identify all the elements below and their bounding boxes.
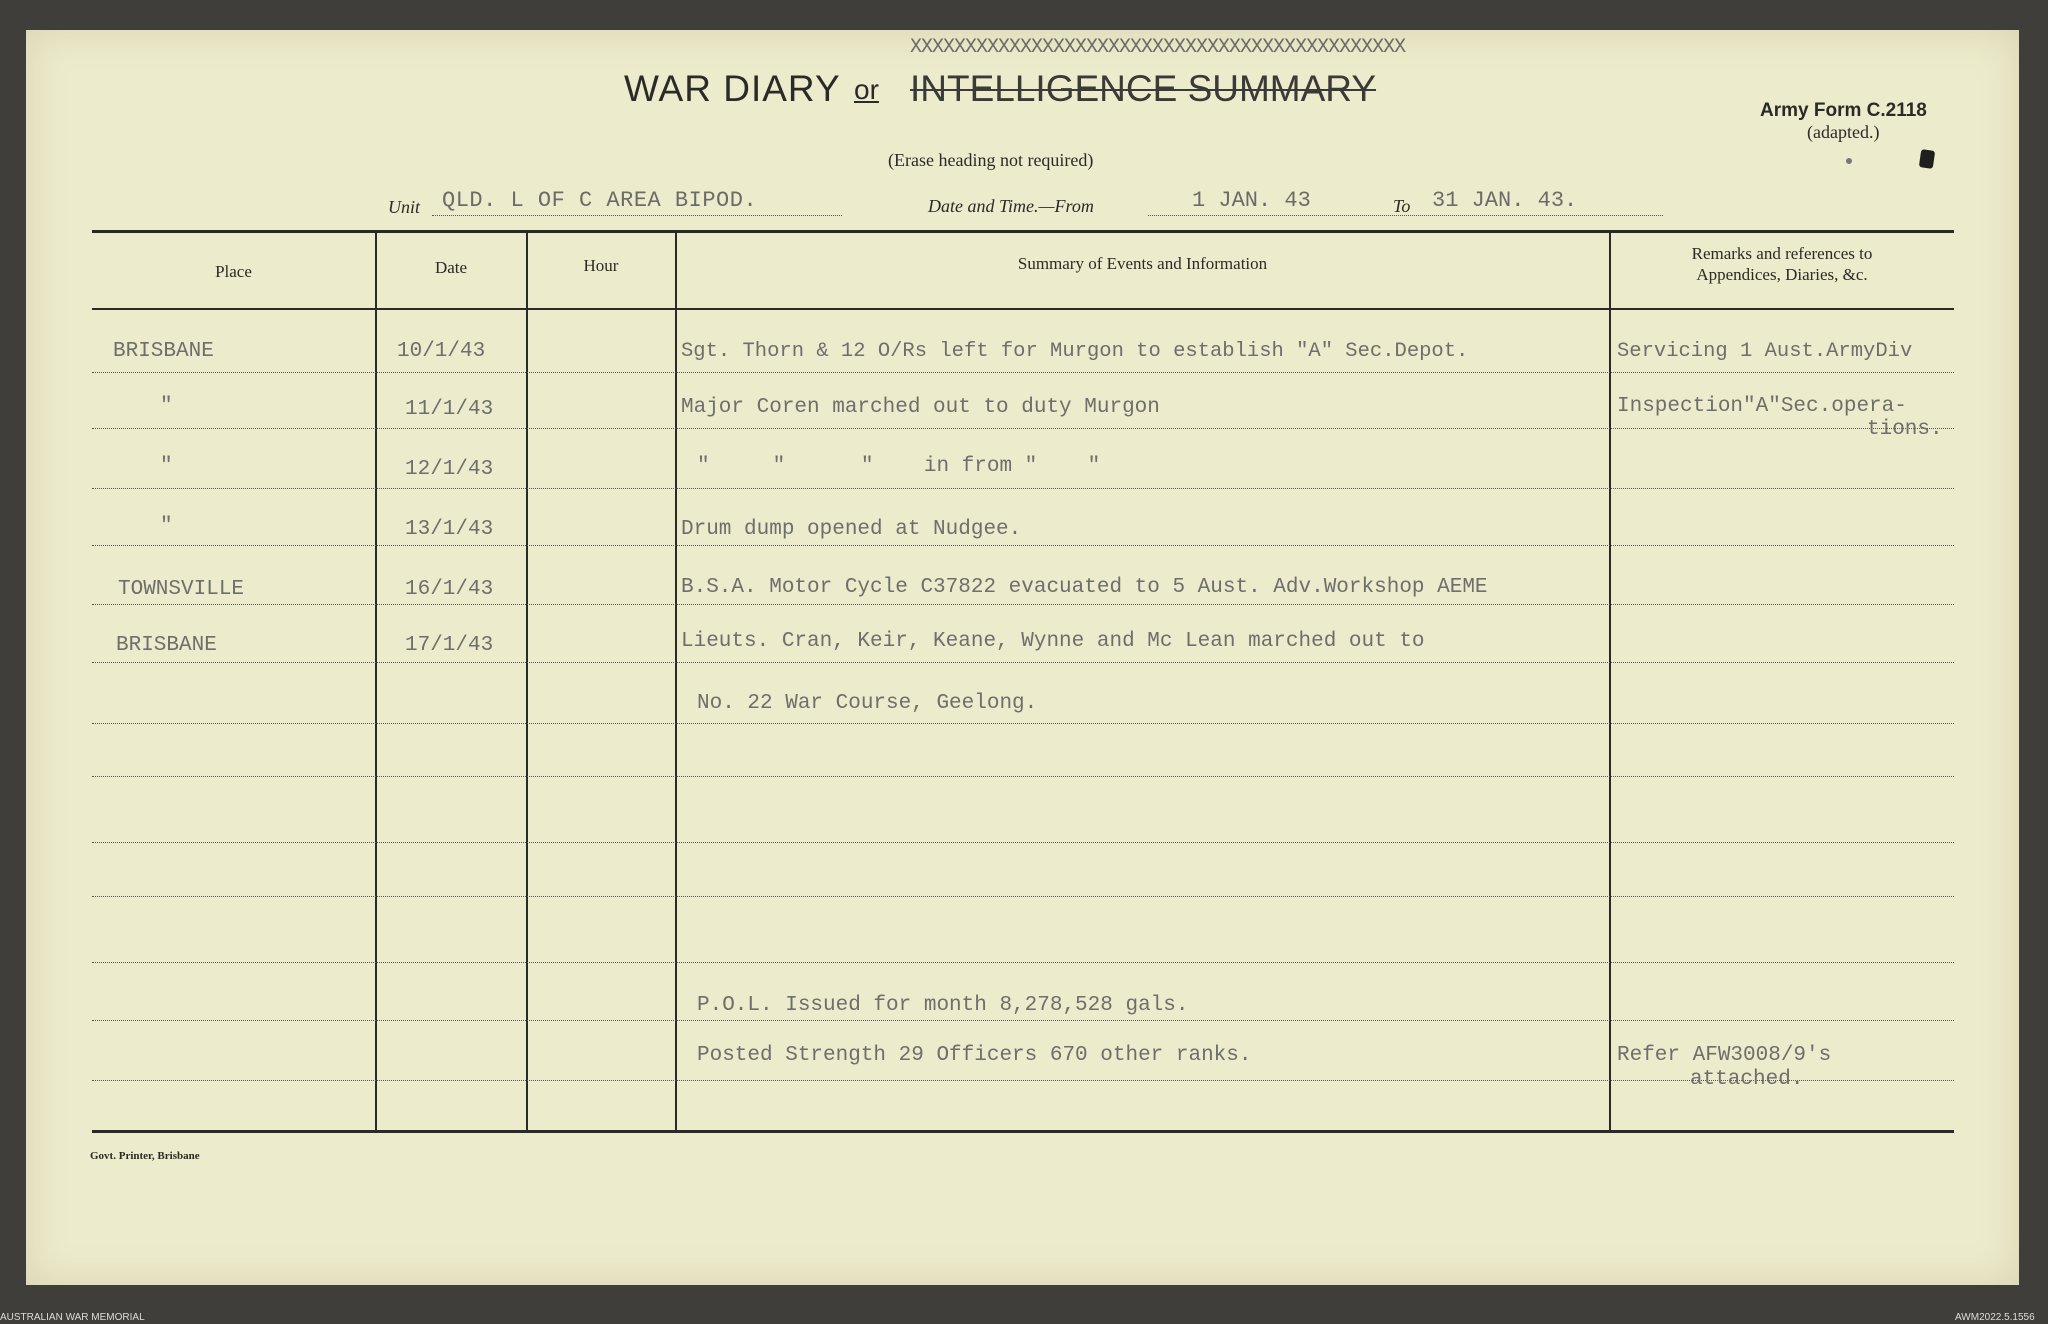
row-place: " [160, 395, 173, 418]
printer-imprint: Govt. Printer, Brisbane [90, 1150, 200, 1162]
table-header-rule [92, 308, 1954, 310]
row-rule [92, 428, 1954, 429]
row-place: " [160, 515, 173, 538]
column-divider [375, 232, 377, 1130]
row-place: TOWNSVILLE [118, 578, 245, 601]
row-date: 11/1/43 [405, 398, 494, 421]
row-date: 10/1/43 [397, 340, 486, 363]
row-summary: No. 22 War Course, Geelong. [697, 692, 1038, 715]
row-rule [92, 662, 1954, 663]
column-divider [675, 232, 677, 1130]
row-rule [92, 372, 1954, 373]
row-rule [92, 488, 1954, 489]
from-date: 1 JAN. 43 [1192, 188, 1311, 213]
row-rule [92, 723, 1954, 724]
refer-entry: Refer AFW3008/9's [1617, 1044, 1832, 1067]
unit-value: QLD. L OF C AREA BIPOD. [442, 188, 758, 213]
erased-heading-marks: XXXXXXXXXXXXXXXXXXXXXXXXXXXXXXXXXXXXXXXXXXXXX [910, 36, 1406, 59]
col-header-place: Place [215, 262, 252, 281]
row-rule [92, 545, 1954, 546]
unit-label: Unit [388, 197, 421, 217]
archive-credit: AUSTRALIAN WAR MEMORIAL [0, 1312, 145, 1323]
row-date: 16/1/43 [405, 578, 494, 601]
diary-sheet [26, 30, 2019, 1285]
to-date: 31 JAN. 43. [1432, 188, 1578, 213]
col-header-date: Date [434, 258, 468, 277]
col-header-hour: Hour [583, 256, 619, 275]
row-summary: " " " in from " " [697, 455, 1101, 478]
row-rule [92, 1020, 1954, 1021]
row-rule [92, 776, 1954, 777]
row-date: 17/1/43 [405, 634, 494, 657]
form-number: Army Form C.2118 [1760, 100, 1927, 121]
row-remarks: Servicing 1 Aust.ArmyDiv [1617, 340, 1913, 363]
row-summary: Lieuts. Cran, Keir, Keane, Wynne and Mc Lean marched out to [681, 630, 1425, 653]
column-divider [1609, 232, 1611, 1130]
pol-entry: P.O.L. Issued for month 8,278,528 gals. [697, 994, 1189, 1017]
row-summary: B.S.A. Motor Cycle C37822 evacuated to 5 Aust. Adv.Workshop AEME [681, 576, 1488, 599]
row-rule [92, 842, 1954, 843]
table-bottom-rule [92, 1130, 1954, 1133]
row-remarks: Inspection"A"Sec.opera- [1617, 395, 1907, 418]
col-header-remarks-2: Appendices, Diaries, &c. [1696, 265, 1868, 284]
row-remarks-cont: tions. [1867, 418, 1943, 441]
form-number-sub: (adapted.) [1807, 122, 1880, 142]
strength-entry: Posted Strength 29 Officers 670 other ranks. [697, 1044, 1252, 1067]
row-rule [92, 1080, 1954, 1081]
row-place: BRISBANE [113, 340, 214, 363]
struck-heading: INTELLIGENCE SUMMARY [910, 68, 1377, 109]
table-top-rule [92, 230, 1954, 233]
row-rule [92, 896, 1954, 897]
row-summary: Drum dump opened at Nudgee. [681, 518, 1022, 541]
row-summary: Major Coren marched out to duty Murgon [681, 396, 1160, 419]
row-date: 12/1/43 [405, 458, 494, 481]
erase-note: (Erase heading not required) [888, 150, 1094, 170]
title-or: or [854, 74, 879, 105]
col-header-remarks-1: Remarks and references to [1691, 244, 1873, 263]
row-rule [92, 962, 1954, 963]
col-header-summary: Summary of Events and Information [1017, 254, 1268, 273]
row-place: BRISBANE [116, 634, 217, 657]
unit-underline [432, 215, 842, 216]
page-title: WAR DIARY [624, 68, 841, 109]
date-underline [1148, 215, 1663, 216]
row-date: 13/1/43 [405, 518, 494, 541]
archive-reference: AWM2022.5.1556 [1955, 1312, 2035, 1323]
row-place: " [160, 455, 173, 478]
to-label: To [1393, 196, 1411, 216]
column-divider [526, 232, 528, 1130]
row-rule [92, 604, 1954, 605]
punch-hole [1919, 149, 1935, 169]
row-summary: Sgt. Thorn & 12 O/Rs left for Murgon to establish "A" Sec.Depot. [681, 340, 1469, 363]
date-label: Date and Time.—From [928, 196, 1094, 216]
refer-entry-cont: attached. [1690, 1068, 1804, 1091]
punch-mark [1846, 158, 1852, 164]
